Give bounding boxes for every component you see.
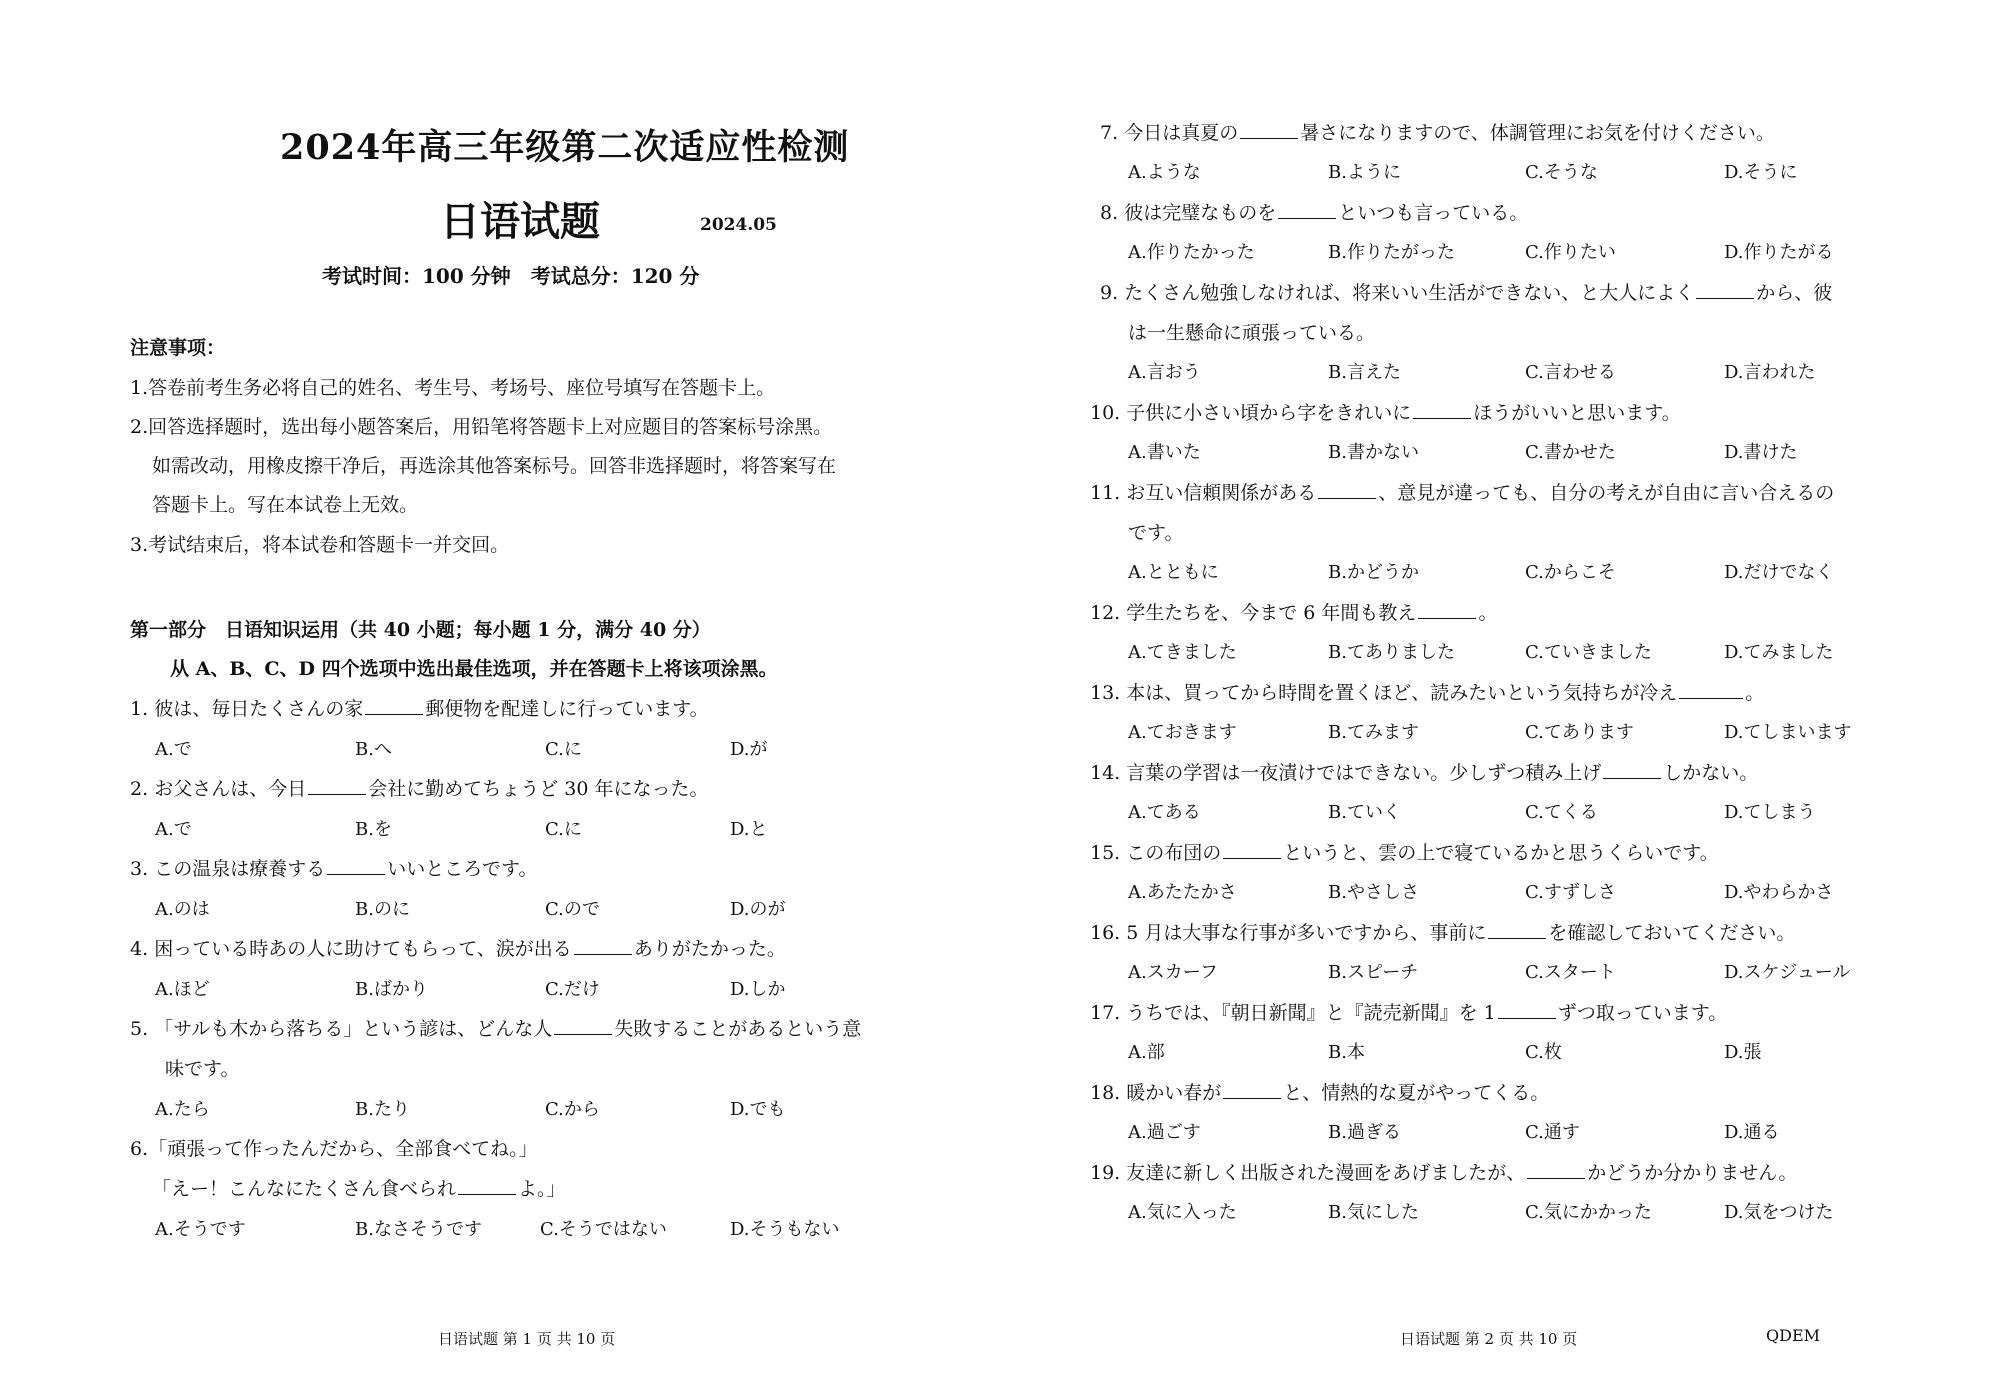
answer-blank [327, 856, 385, 875]
question-text: ほうがいいと思います。 [1473, 402, 1681, 424]
notice-line: 答题卡上。写在本试卷上无效。 [152, 494, 419, 516]
question-text: を確認しておいてください。 [1548, 922, 1796, 944]
question-number: 15. [1090, 842, 1121, 864]
question-text: しかない。 [1663, 762, 1759, 784]
exam-info: 考试时间：100 分钟 考试总分：120 分 [322, 264, 700, 288]
option-b: B.なさそうです [355, 1219, 482, 1240]
option-b: B.ばかり [355, 979, 428, 1000]
option-c: C.に [545, 739, 582, 760]
exam-title: 2024年高三年级第二次适应性检测 [280, 127, 850, 168]
option-b: B.のに [355, 899, 410, 920]
option-b: B.言えた [1328, 362, 1401, 383]
option-b: B.てみます [1328, 722, 1419, 743]
question-10 [1090, 398, 1681, 425]
question-7 [1100, 118, 1775, 145]
question-number: 13. [1090, 682, 1121, 704]
option-c: C.からこそ [1525, 562, 1616, 583]
option-a: A.てある [1128, 802, 1201, 823]
subject-title: 日语试题 [440, 198, 600, 245]
option-a: A.あたたかさ [1128, 882, 1237, 903]
section-title: 第一部分 日语知识运用（共 40 小题；每小题 1 分，满分 40 分） [130, 619, 711, 641]
question-text: というと、雲の上で寝ているかと思うくらいです。 [1283, 842, 1719, 864]
option-d: D.言われた [1724, 362, 1816, 383]
question-text: お互い信頼関係がある [1126, 482, 1317, 504]
question-text: 5 月は大事な行事が多いですから、事前に [1126, 922, 1487, 944]
question-text: 言葉の学習は一夜漬けではできない。少しずつ積み上げ [1126, 762, 1602, 784]
answer-blank [1240, 120, 1298, 139]
option-b: B.へ [355, 739, 392, 760]
option-a: A.ような [1128, 162, 1201, 183]
question-text: 「頑張って作ったんだから、全部食べてね。」 [148, 1138, 538, 1160]
question-number: 9. [1100, 282, 1119, 304]
question-text: 「サルも木から落ちる」という諺は、どんな人 [154, 1018, 553, 1040]
option-c: C.作りたい [1525, 242, 1616, 263]
option-b: B.作りたがった [1328, 242, 1455, 263]
question-4 [130, 934, 786, 961]
question-number: 16. [1090, 922, 1121, 944]
question-text: 。 [1478, 602, 1498, 624]
answer-blank [1318, 480, 1376, 499]
option-c: C.そうではない [540, 1219, 667, 1240]
question-12 [1090, 598, 1497, 625]
question-text: うちでは、『朝日新聞』と『読売新聞』を 1 [1126, 1002, 1496, 1024]
answer-blank [308, 776, 366, 795]
option-c: C.てくる [1525, 802, 1598, 823]
option-d: D.でも [730, 1099, 786, 1120]
option-b: B.てありました [1328, 642, 1455, 663]
question-text: この布団の [1126, 842, 1222, 864]
question-number: 2. [130, 778, 149, 800]
answer-blank [458, 1176, 516, 1195]
question-5-continuation: 味です。 [165, 1058, 240, 1080]
option-c: C.ていきました [1525, 642, 1652, 663]
answer-blank [1603, 760, 1661, 779]
question-text: 「えー！こんなにたくさん食べられ [152, 1178, 457, 1200]
option-c: C.気にかかった [1525, 1202, 1652, 1223]
answer-blank [1278, 200, 1336, 219]
notice-line: 2.回答选择题时，选出每小题答案后，用铅笔将答题卡上对应题目的答案标号涂黑。 [130, 416, 833, 438]
option-c: C.スタート [1525, 962, 1616, 983]
question-text: といつも言っている。 [1338, 202, 1529, 224]
question-text: 今日は真夏の [1124, 122, 1239, 144]
option-d: D.だけでなく [1724, 562, 1834, 583]
option-a: A.で [155, 819, 192, 840]
question-text: 困っている時あの人に助けてもらって、涙が出る [154, 938, 572, 960]
question-2 [130, 774, 708, 801]
question-text: この温泉は療養する [154, 858, 326, 880]
option-b: B.ように [1328, 162, 1401, 183]
option-d: D.しか [730, 979, 786, 1000]
option-b: B.スピーチ [1328, 962, 1419, 983]
option-c: C.枚 [1525, 1042, 1562, 1063]
question-text: ありがたかった。 [633, 938, 786, 960]
answer-blank [1418, 600, 1476, 619]
question-text: 暖かい春が [1126, 1082, 1222, 1104]
option-d: D.スケジュール [1724, 962, 1851, 983]
question-number: 11. [1090, 482, 1121, 504]
question-11 [1090, 478, 1834, 505]
question-text: 彼は完璧なものを [1124, 202, 1277, 224]
question-text: 会社に勤めてちょうど 30 年になった。 [368, 778, 709, 800]
option-d: D.張 [1724, 1042, 1762, 1063]
notice-line: 3.考试结束后，将本试卷和答题卡一并交回。 [130, 534, 510, 556]
answer-blank [1488, 920, 1546, 939]
question-number: 5. [130, 1018, 149, 1040]
question-text: 、意見が違っても、自分の考えが自由に言い合えるの [1378, 482, 1835, 504]
question-text: 本は、買ってから時間を置くほど、読みたいという気持ちが冷え [1126, 682, 1678, 704]
option-d: D.てしまう [1724, 802, 1816, 823]
option-d: D.そうもない [730, 1219, 840, 1240]
answer-blank [365, 696, 423, 715]
option-d: D.てしまいます [1724, 722, 1852, 743]
option-d: D.そうに [1724, 162, 1798, 183]
question-number: 12. [1090, 602, 1121, 624]
question-number: 18. [1090, 1082, 1121, 1104]
answer-blank [1527, 1160, 1585, 1179]
question-number: 3. [130, 858, 149, 880]
option-a: A.ておきます [1128, 722, 1237, 743]
notice-line: 如需改动，用橡皮擦干净后，再选涂其他答案标号。回答非选择题时，将答案写在 [152, 455, 837, 477]
option-d: D.気をつけた [1724, 1202, 1834, 1223]
question-text: ずつ取っています。 [1557, 1002, 1728, 1024]
option-c: C.そうな [1525, 162, 1598, 183]
page-footer: 日语试题 第 2 页 共 10 页 [1400, 1330, 1578, 1348]
notice-title: 注意事项： [130, 337, 226, 359]
question-text: 。 [1745, 682, 1765, 704]
option-d: D.てみました [1724, 642, 1834, 663]
option-c: C.言わせる [1525, 362, 1616, 383]
option-c: C.てあります [1525, 722, 1634, 743]
question-13 [1090, 678, 1764, 705]
option-a: A.で [155, 739, 192, 760]
answer-blank [574, 936, 632, 955]
question-15 [1090, 838, 1719, 865]
answer-blank [1696, 280, 1754, 299]
option-b: B.かどうか [1328, 562, 1419, 583]
question-text: 子供に小さい頃から字をきれいに [1126, 402, 1412, 424]
question-19 [1090, 1158, 1797, 1185]
answer-blank [554, 1016, 612, 1035]
option-d: D.通る [1724, 1122, 1780, 1143]
option-d: D.と [730, 819, 768, 840]
option-a: A.書いた [1128, 442, 1201, 463]
question-text: と、情熱的な夏がやってくる。 [1283, 1082, 1550, 1104]
question-text: たくさん勉強しなければ、将来いい生活ができない、と大人によく [1124, 282, 1695, 304]
question-17 [1090, 998, 1727, 1025]
option-d: D.やわらかさ [1724, 882, 1834, 903]
question-5 [130, 1014, 861, 1041]
question-number: 8. [1100, 202, 1119, 224]
question-number: 14. [1090, 762, 1121, 784]
question-text: かどうか分かりません。 [1587, 1162, 1798, 1184]
question-number: 17. [1090, 1002, 1121, 1024]
option-a: A.気に入った [1128, 1202, 1237, 1223]
question-text: 学生たちを、今まで 6 年間も教え [1126, 602, 1417, 624]
question-18 [1090, 1078, 1549, 1105]
question-6 [130, 1134, 538, 1161]
answer-blank [1413, 400, 1471, 419]
option-c: C.から [545, 1099, 600, 1120]
question-1 [130, 694, 709, 721]
question-text: 郵便物を配達しに行っています。 [425, 698, 709, 720]
question-text: お父さんは、今日 [154, 778, 307, 800]
notice-line: 1.答卷前考生务必将自己的姓名、考生号、考场号、座位号填写在答题卡上。 [130, 377, 776, 399]
option-b: B.を [355, 819, 392, 840]
option-d: D.作りたがる [1724, 242, 1834, 263]
page-footer: 日语试题 第 1 页 共 10 页 [438, 1330, 616, 1348]
option-a: A.過ごす [1128, 1122, 1201, 1143]
option-c: C.書かせた [1525, 442, 1616, 463]
option-d: D.のが [730, 899, 786, 920]
question-text: いいところです。 [387, 858, 538, 880]
option-d: D.が [730, 739, 768, 760]
option-d: D.書けた [1724, 442, 1798, 463]
option-c: C.ので [545, 899, 600, 920]
option-a: A.てきました [1128, 642, 1237, 663]
option-b: B.過ぎる [1328, 1122, 1401, 1143]
option-a: A.とともに [1128, 562, 1219, 583]
option-a: A.スカーフ [1128, 962, 1218, 983]
option-b: B.やさしさ [1328, 882, 1419, 903]
question-8 [1100, 198, 1528, 225]
option-c: C.だけ [545, 979, 600, 1000]
right-page [1000, 0, 1999, 1394]
option-a: A.たら [155, 1099, 210, 1120]
question-number: 19. [1090, 1162, 1121, 1184]
option-c: C.通す [1525, 1122, 1580, 1143]
answer-blank [1498, 1000, 1556, 1019]
option-b: B.書かない [1328, 442, 1419, 463]
option-b: B.本 [1328, 1042, 1365, 1063]
question-text: よ。」 [518, 1178, 566, 1200]
question-number: 1. [130, 698, 149, 720]
question-11-continuation: です。 [1128, 522, 1184, 544]
option-a: A.ほど [155, 979, 210, 1000]
question-text: から、彼 [1756, 282, 1833, 304]
question-6-line-2 [152, 1174, 566, 1201]
option-b: B.たり [355, 1099, 410, 1120]
option-a: A.言おう [1128, 362, 1201, 383]
question-number: 7. [1100, 122, 1119, 144]
question-14 [1090, 758, 1758, 785]
paper-code: QDEM [1766, 1326, 1821, 1345]
question-number: 6. [130, 1138, 149, 1160]
question-text: 彼は、毎日たくさんの家 [154, 698, 364, 720]
question-number: 10. [1090, 402, 1121, 424]
question-number: 4. [130, 938, 149, 960]
exam-date: 2024.05 [700, 215, 777, 235]
option-a: A.作りたかった [1128, 242, 1255, 263]
question-9 [1100, 278, 1832, 305]
answer-blank [1679, 680, 1743, 699]
question-16 [1090, 918, 1795, 945]
question-text: 失敗することがあるという意 [614, 1018, 862, 1040]
option-a: A.そうです [155, 1219, 246, 1240]
answer-blank [1223, 840, 1281, 859]
question-text: 暑さになりますので、体調管理にお気を付けください。 [1300, 122, 1775, 144]
option-c: C.に [545, 819, 582, 840]
answer-blank [1223, 1080, 1281, 1099]
question-text: 友達に新しく出版された漫画をあげましたが、 [1126, 1162, 1526, 1184]
question-3 [130, 854, 538, 881]
option-b: B.ていく [1328, 802, 1401, 823]
option-a: A.のは [155, 899, 210, 920]
option-b: B.気にした [1328, 1202, 1419, 1223]
section-instruction: 从 A、B、C、D 四个选项中选出最佳选项，并在答题卡上将该项涂黑。 [170, 658, 778, 680]
option-c: C.すずしさ [1525, 882, 1617, 903]
option-a: A.部 [1128, 1042, 1165, 1063]
question-9-continuation: は一生懸命に頑張っている。 [1128, 322, 1376, 344]
